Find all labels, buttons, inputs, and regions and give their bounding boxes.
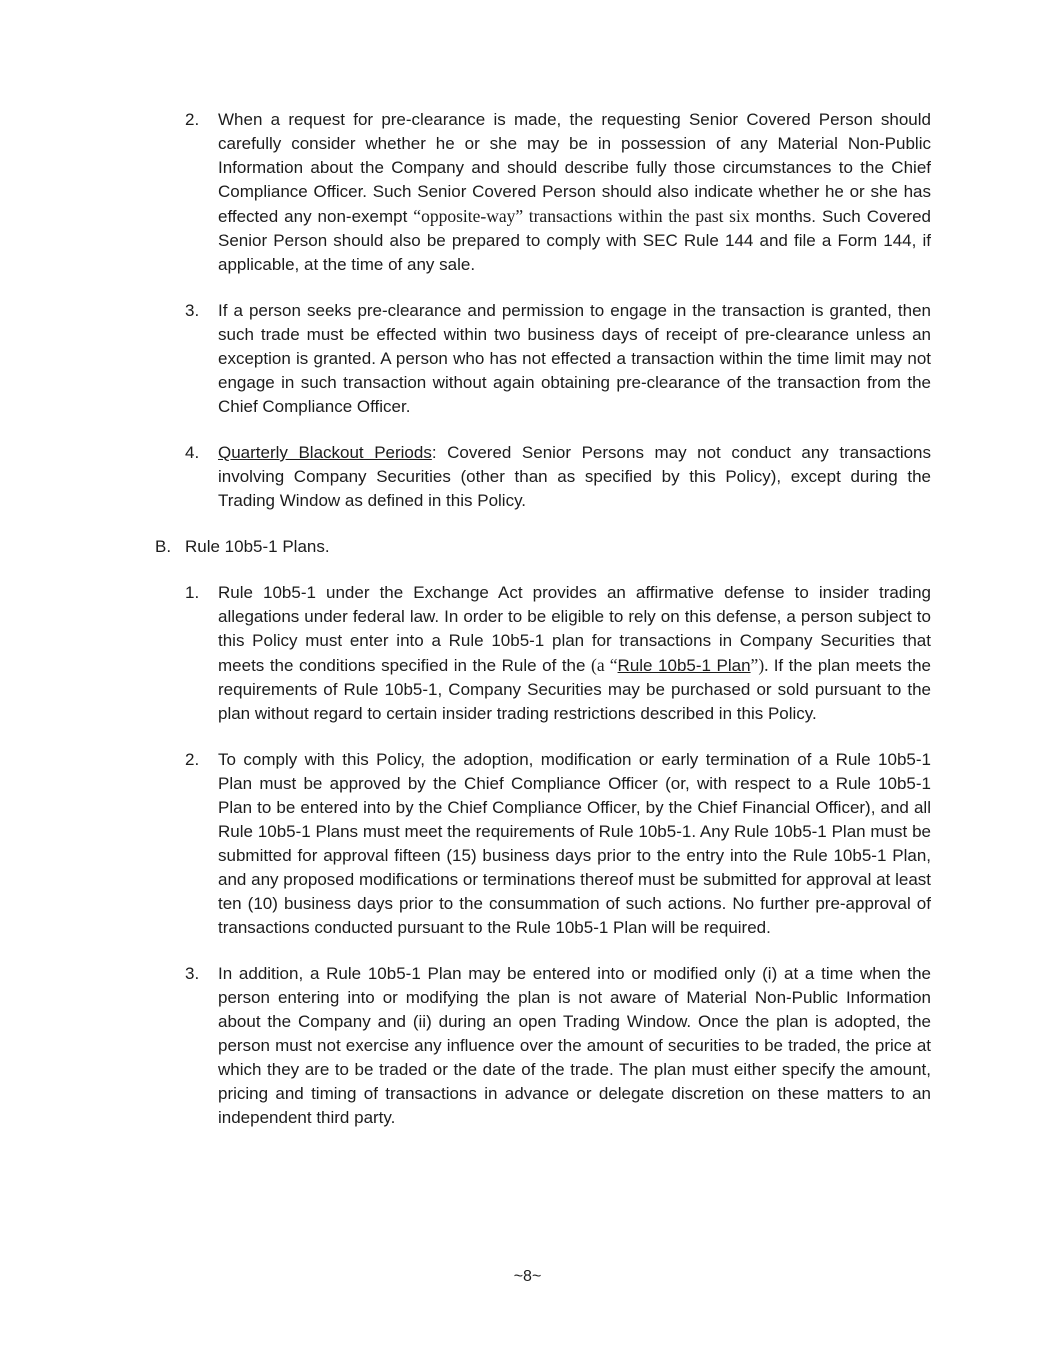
item-number: 4.	[185, 443, 200, 462]
item-number: 2.	[185, 110, 200, 129]
item-number: 2.	[185, 750, 200, 769]
item-text	[218, 748, 931, 940]
item-text-segment: When a request for pre-clearance is made, the requesting Senior Covered Person should carefully consider whether he or she may be in possession of any Material Non-Public Information about the Company and should describe fully those circumstances to the Chief Compliance Officer. Such Senior Covered Person should also indicate whether he or she has effected any non-exempt	[218, 110, 931, 226]
item-text-segment: To comply with this Policy, the adoption, modification or early termination of a Rule 10b5-1 Plan must be approved by the Chief Compliance Officer (or, with respect to a Rule 10b5-1 Plan to be entered into by the Chief Compliance Officer, by the Chief Financial Officer), and all Rule 10b5-1 Plans must meet the requirements of Rule 10b5-1. Any Rule 10b5-1 Plan must be submitted for approval fifteen (15) business days prior to the entry into the Rule 10b5-1 Plan, and any proposed modifications or terminations thereof must be submitted for approval at least ten (10) business days prior to the consummation of such actions. No further pre-approval of transactions conducted pursuant to the Rule 10b5-1 Plan will be required.	[218, 750, 931, 937]
item-text	[218, 299, 931, 419]
item-text-segment: If a person seeks pre-clearance and permission to engage in the transaction is granted, then such trade must be effected within two business days of receipt of pre-clearance unless an exception is granted. A person who has not effected a transaction within the time limit may not engage in such transaction without again obtaining pre-clearance of the transaction from the Chief Compliance Officer.	[218, 301, 931, 416]
list-item-a4	[185, 441, 931, 513]
list-item-b3	[185, 962, 931, 1130]
list-item-b1	[185, 581, 931, 726]
document-body	[155, 0, 931, 1130]
item-text-segment: In addition, a Rule 10b5-1 Plan may be entered into or modified only (i) at a time when the person entering into or modifying the plan is not aware of Material Non-Public Information about the Company and (ii) during an open Trading Window. Once the plan is adopted, the person must not exercise any influence over the amount of securities to be traded, the price at which they are to be traded or the date of the trade. The plan must either specify the amount, pricing and timing of transactions in advance or delegate discretion on these matters to an independent third party.	[218, 964, 931, 1127]
item-text	[218, 441, 931, 513]
item-number: 1.	[185, 583, 200, 602]
item-text	[218, 108, 931, 277]
item-number: 3.	[185, 964, 200, 983]
list-item-a3	[185, 299, 931, 419]
item-text-segment: months. Such Covered Senior Person should also be prepared to comply with SEC Rule 144 and file a Form 144, if applicable, at the time of any sale.	[218, 207, 931, 274]
section-b-heading	[155, 535, 931, 559]
item-text-underlined-segment: Quarterly Blackout Periods	[218, 443, 432, 462]
item-text-serif-segment: (a “	[591, 655, 618, 675]
item-text	[218, 962, 931, 1130]
section-title: Rule 10b5-1 Plans.	[185, 537, 330, 556]
list-item-a2	[185, 108, 931, 277]
item-text-serif-segment: ”).	[750, 655, 774, 675]
item-text-segment: Rule 10b5-1 under the Exchange Act provides an affirmative defense to insider trading allegations under federal law. In order to be eligible to rely on this defense, a person subject to this Policy must enter into a Rule 10b5-1 plan for transactions in Company Securities that meets the conditions specified in the Rule of the	[218, 583, 931, 675]
list-item-b2	[185, 748, 931, 940]
item-text-segment: If the plan meets the requirements of Rule 10b5-1, Company Securities may be purchased or sold pursuant to the plan without regard to certain insider trading restrictions described in this Policy.	[218, 656, 931, 723]
section-label: B.	[155, 537, 172, 556]
item-text-serif-segment: “opposite-way” transactions within the past six	[413, 206, 750, 226]
page-number: ~8~	[513, 1268, 542, 1285]
item-number: 3.	[185, 301, 200, 320]
item-text-segment: : Covered Senior Persons may not conduct any transactions involving Company Securities (other than as specified by this Policy), except during the Trading Window as defined in this Policy.	[218, 443, 932, 510]
item-text-underlined-segment: Rule 10b5-1 Plan	[617, 656, 751, 675]
item-text	[218, 581, 931, 726]
